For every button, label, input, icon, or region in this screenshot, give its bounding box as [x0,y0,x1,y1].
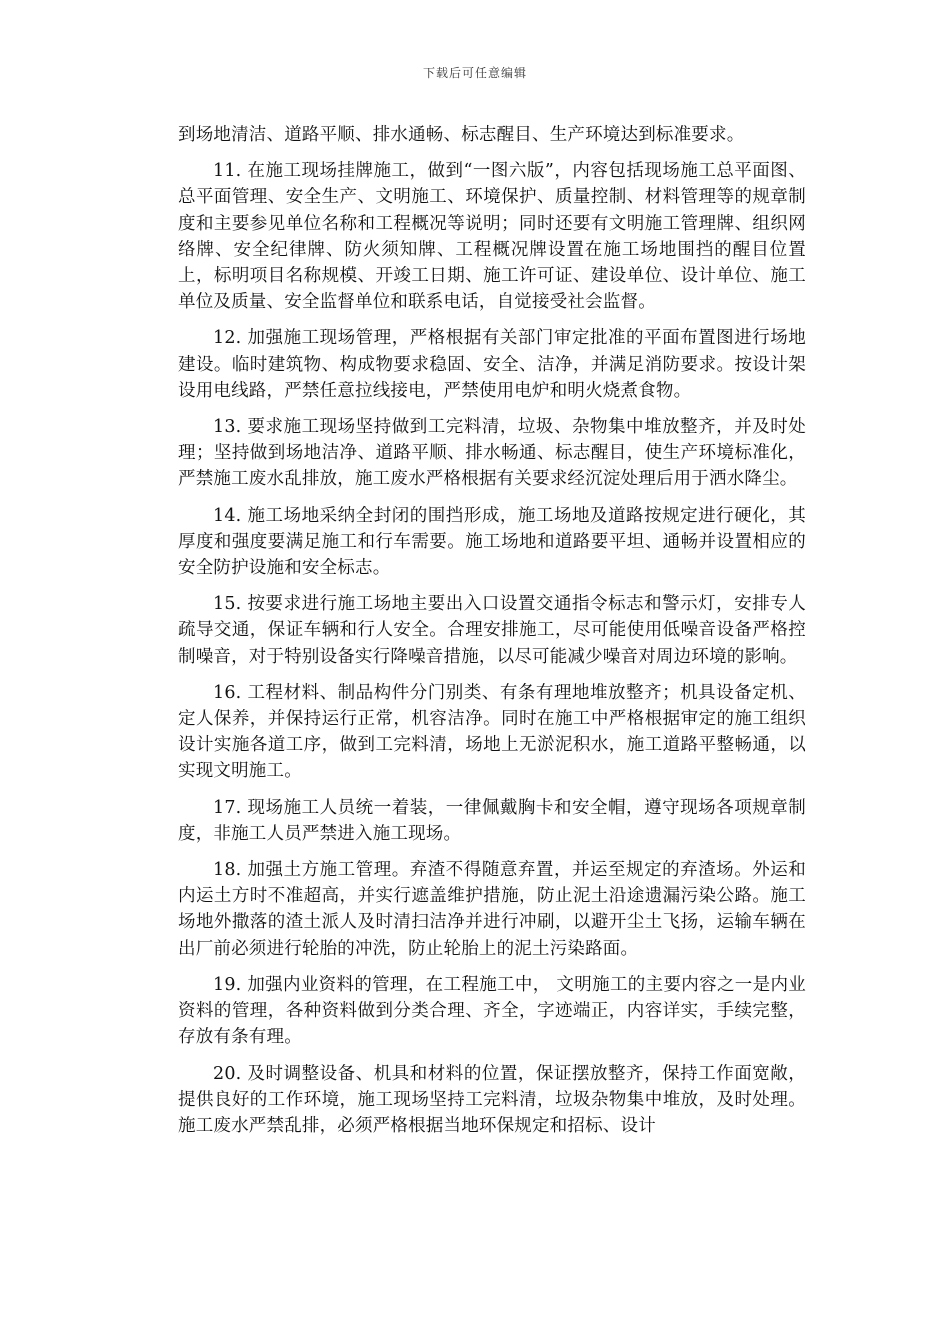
page-header: 下载后可任意编辑 [422,66,527,80]
paragraph-item-15: 15. 按要求进行施工场地主要出入口设置交通指令标志和警示灯，安排专人疏导交通，保证车辆和行人安全。合理安排施工，尽可能使用低噪音设备严格控制噪音，对于特别设备实行降噪音措施，以尽可能减少噪音对周边环境的影响。 [178,594,806,667]
paragraph-item-13: 13. 要求施工现场坚持做到工完料清，垃圾、杂物集中堆放整齐，并及时处理；坚持做到场地洁净、道路平顺、排水畅通、标志醒目，使生产环境标准化，严禁施工废水乱排放，施工废水严格根据有关要求经沉淀处理后用于洒水降尘。 [178,417,806,490]
paragraph-item-17: 17. 现场施工人员统一着装，一律佩戴胸卡和安全帽，遵守现场各项规章制度，非施工人员严禁进入施工现场。 [178,797,806,844]
paragraph-item-18: 18. 加强土方施工管理。弃渣不得随意弃置，并运至规定的弃渣场。外运和内运土方时不准超高，并实行遮盖维护措施，防止泥土沿途遗漏污染公路。施工场地外撒落的渣土派人及时清扫洁净并进行冲刷，以避开尘土飞扬，运输车辆在出厂前必须进行轮胎的冲洗，防止轮胎上的泥土污染路面。 [178,860,806,959]
paragraph-item-20: 20. 及时调整设备、机具和材料的位置，保证摆放整齐，保持工作面宽敞，提供良好的工作环境，施工现场坚持工完料清，垃圾杂物集中堆放，及时处理。施工废水严禁乱排，必须严格根据当地环保规定和招标、设计 [178,1063,806,1136]
paragraph-item-12: 12. 加强施工现场管理，严格根据有关部门审定批准的平面布置图进行场地建设。临时建筑物、构成物要求稳固、安全、洁净，并满足消防要求。按设计架设用电线路，严禁任意拉线接电，严禁使用电炉和明火烧煮食物。 [178,328,806,401]
paragraph-item-14: 14. 施工场地采纳全封闭的围挡形成，施工场地及道路按规定进行硬化，其厚度和强度要满足施工和行车需要。施工场地和道路要平坦、通畅并设置相应的安全防护设施和安全标志。 [178,505,806,579]
paragraph-item-19: 19. 加强内业资料的管理，在工程施工中， 文明施工的主要内容之一是内业资料的管理，各种资料做到分类合理、齐全，字迹端正，内容详实，手续完整，存放有条有理。 [178,974,806,1048]
paragraph-item-11: 11. 在施工现场挂牌施工，做到“一图六版”，内容包括现场施工总平面图、总平面管理、安全生产、文明施工、环境保护、质量控制、材料管理等的规章制度和主要参见单位名称和工程概况等说明；同时还要有文明施工管理牌、组织网络牌、安全纪律牌、防火须知牌、工程概况牌设置在施工场地围挡的醒目位置上，标明项目名称规模、开竣工日期、施工许可证、建设单位、设计单位、施工单位及质量、安全监督单位和联系电话，自觉接受社会监督。 [178,161,806,313]
paragraph-item-16: 16. 工程材料、制品构件分门别类、有条有理地堆放整齐；机具设备定机、定人保养，并保持运行正常，机容洁净。同时在施工中严格根据审定的施工组织设计实施各道工序，做到工完料清，场地上无淤泥积水，施工道路平整畅通，以实现文明施工。 [178,682,806,782]
document-body [178,122,806,1149]
paragraph-continued: 到场地清洁、道路平顺、排水通畅、标志醒目、生产环境达到标准要求。 [178,125,745,145]
